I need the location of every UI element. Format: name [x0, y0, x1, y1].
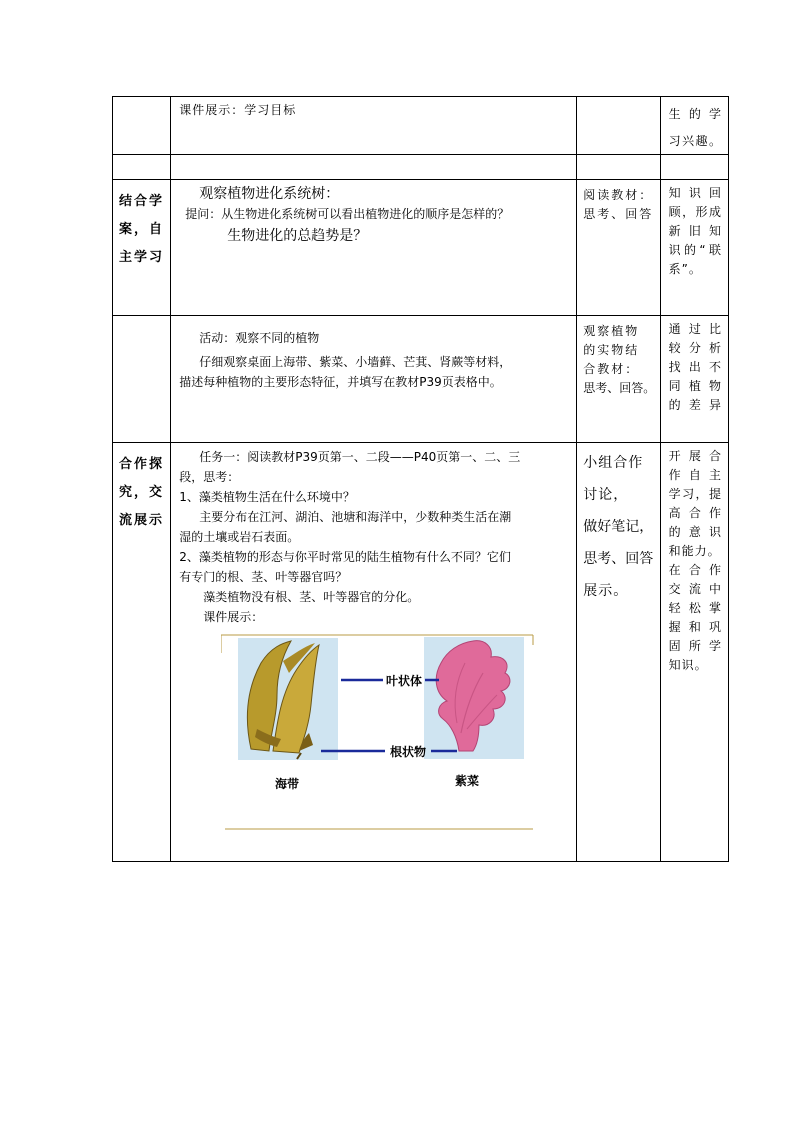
- algae-figure: [221, 633, 537, 831]
- student-line: 的实物结: [583, 343, 640, 357]
- table-row: [113, 443, 729, 862]
- kelp-caption: 海带: [275, 777, 300, 791]
- lesson-plan-table: [112, 96, 729, 862]
- student-line: 观察植物: [583, 324, 640, 338]
- design-purpose-cell: [660, 180, 728, 316]
- task-text: 段，思考：: [179, 470, 240, 484]
- student-line: 小组合作: [583, 455, 644, 471]
- activity-description: 仔细观察桌面上海带、紫菜、小墙藓、芒萁、肾蕨等材料，: [199, 355, 512, 369]
- teacher-activity-cell: [171, 180, 577, 316]
- stage-label-line: 究，交: [119, 485, 165, 500]
- purpose-line: 高合作: [668, 506, 722, 520]
- student-activity-cell: [577, 97, 660, 155]
- student-line: 思考、回答。: [583, 381, 656, 395]
- table-row: [113, 97, 729, 155]
- student-activity-cell: [577, 316, 660, 443]
- student-line: 展示。: [583, 583, 629, 599]
- stage-cell: [113, 180, 171, 316]
- purpose-line: 生的学: [668, 107, 722, 121]
- purpose-line: 系”。: [668, 262, 702, 276]
- purpose-line: 学习，提: [668, 487, 722, 501]
- student-line: 阅读教材：: [583, 188, 654, 202]
- design-purpose-cell: [660, 443, 728, 862]
- purpose-line: 固所学: [668, 639, 722, 653]
- purpose-line: 顾，形成: [668, 205, 722, 219]
- nori-caption: 紫菜: [455, 774, 480, 788]
- purpose-line: 同植物: [668, 379, 722, 393]
- stage-label-line: 合作探: [119, 457, 165, 472]
- purpose-line: 知识。: [668, 658, 708, 672]
- student-activity-cell: [577, 443, 660, 862]
- question-text: 2、藻类植物的形态与你平时常见的陆生植物有什么不同？它们: [179, 550, 511, 564]
- leaf-label: 叶状体: [386, 674, 423, 688]
- table-row: [113, 155, 729, 180]
- purpose-line: 新旧知: [668, 224, 722, 238]
- stage-label-line: 主学习: [119, 250, 165, 265]
- root-label: 根状物: [390, 745, 427, 759]
- section-heading: 观察植物进化系统树：: [199, 186, 340, 202]
- design-purpose-cell: [660, 97, 728, 155]
- purpose-line: 开展合: [668, 449, 722, 463]
- purpose-line: 的差异: [668, 398, 722, 412]
- question-text: 1、藻类植物生活在什么环境中？: [179, 490, 355, 504]
- table-row: [113, 316, 729, 443]
- purpose-line: 识的“联: [668, 243, 722, 257]
- teacher-activity-cell: [171, 443, 577, 862]
- teacher-activity-cell: [171, 316, 577, 443]
- stage-cell: [113, 443, 171, 862]
- stage-cell: [113, 97, 171, 155]
- student-line: 合教材：: [583, 362, 640, 376]
- purpose-line: 通过比: [668, 322, 722, 336]
- purpose-line: 轻松掌: [668, 601, 722, 615]
- courseware-goal-text: 课件展示：学习目标: [179, 103, 297, 117]
- student-line: 讨论，: [583, 487, 629, 503]
- stage-cell: [113, 316, 171, 443]
- student-line: 做好笔记，: [583, 519, 654, 535]
- purpose-line: 较分析: [668, 341, 722, 355]
- student-activity-cell: [577, 180, 660, 316]
- purpose-line: 习兴趣。: [668, 133, 722, 148]
- table-row: [113, 180, 729, 316]
- purpose-line: 找出不: [668, 360, 722, 374]
- answer-text: 藻类植物没有根、茎、叶等器官的分化。: [203, 590, 420, 604]
- answer-text: 湿的土壤或岩石表面。: [179, 530, 300, 544]
- question-text: 有专门的根、茎、叶等器官吗？: [179, 570, 348, 584]
- stage-label-line: 结合学: [119, 194, 165, 209]
- student-line: 思考、回答: [583, 551, 654, 567]
- purpose-line: 握和巩: [668, 620, 722, 634]
- stage-label-line: 案，自: [119, 222, 165, 237]
- algae-figure-svg: [221, 633, 537, 831]
- question-text: 生物进化的总趋势是？: [227, 228, 368, 244]
- purpose-line: 和能力。: [668, 544, 721, 558]
- task-text: 任务一：阅读教材P39页第一、二段——P40页第一、二、三: [199, 450, 521, 464]
- design-purpose-cell: [660, 316, 728, 443]
- purpose-line: 作自主: [668, 468, 722, 482]
- purpose-line: 交流中: [668, 582, 722, 596]
- student-line: 思考、回答: [583, 207, 654, 221]
- stage-label-line: 流展示: [119, 513, 165, 528]
- purpose-line: 知识回: [668, 186, 722, 200]
- purpose-line: 的意识: [668, 525, 722, 539]
- teacher-activity-cell: [171, 97, 577, 155]
- activity-title: 活动：观察不同的植物: [199, 331, 320, 345]
- question-text: 提问：从生物进化系统树可以看出植物进化的顺序是怎样的？: [185, 207, 510, 221]
- answer-text: 主要分布在江河、湖泊、池塘和海洋中，少数种类生活在潮: [199, 510, 512, 524]
- purpose-line: 在合作: [668, 563, 722, 577]
- activity-description: 描述每种植物的主要形态特征，并填写在教材P39页表格中。: [179, 375, 502, 389]
- courseware-label: 课件展示：: [203, 610, 264, 624]
